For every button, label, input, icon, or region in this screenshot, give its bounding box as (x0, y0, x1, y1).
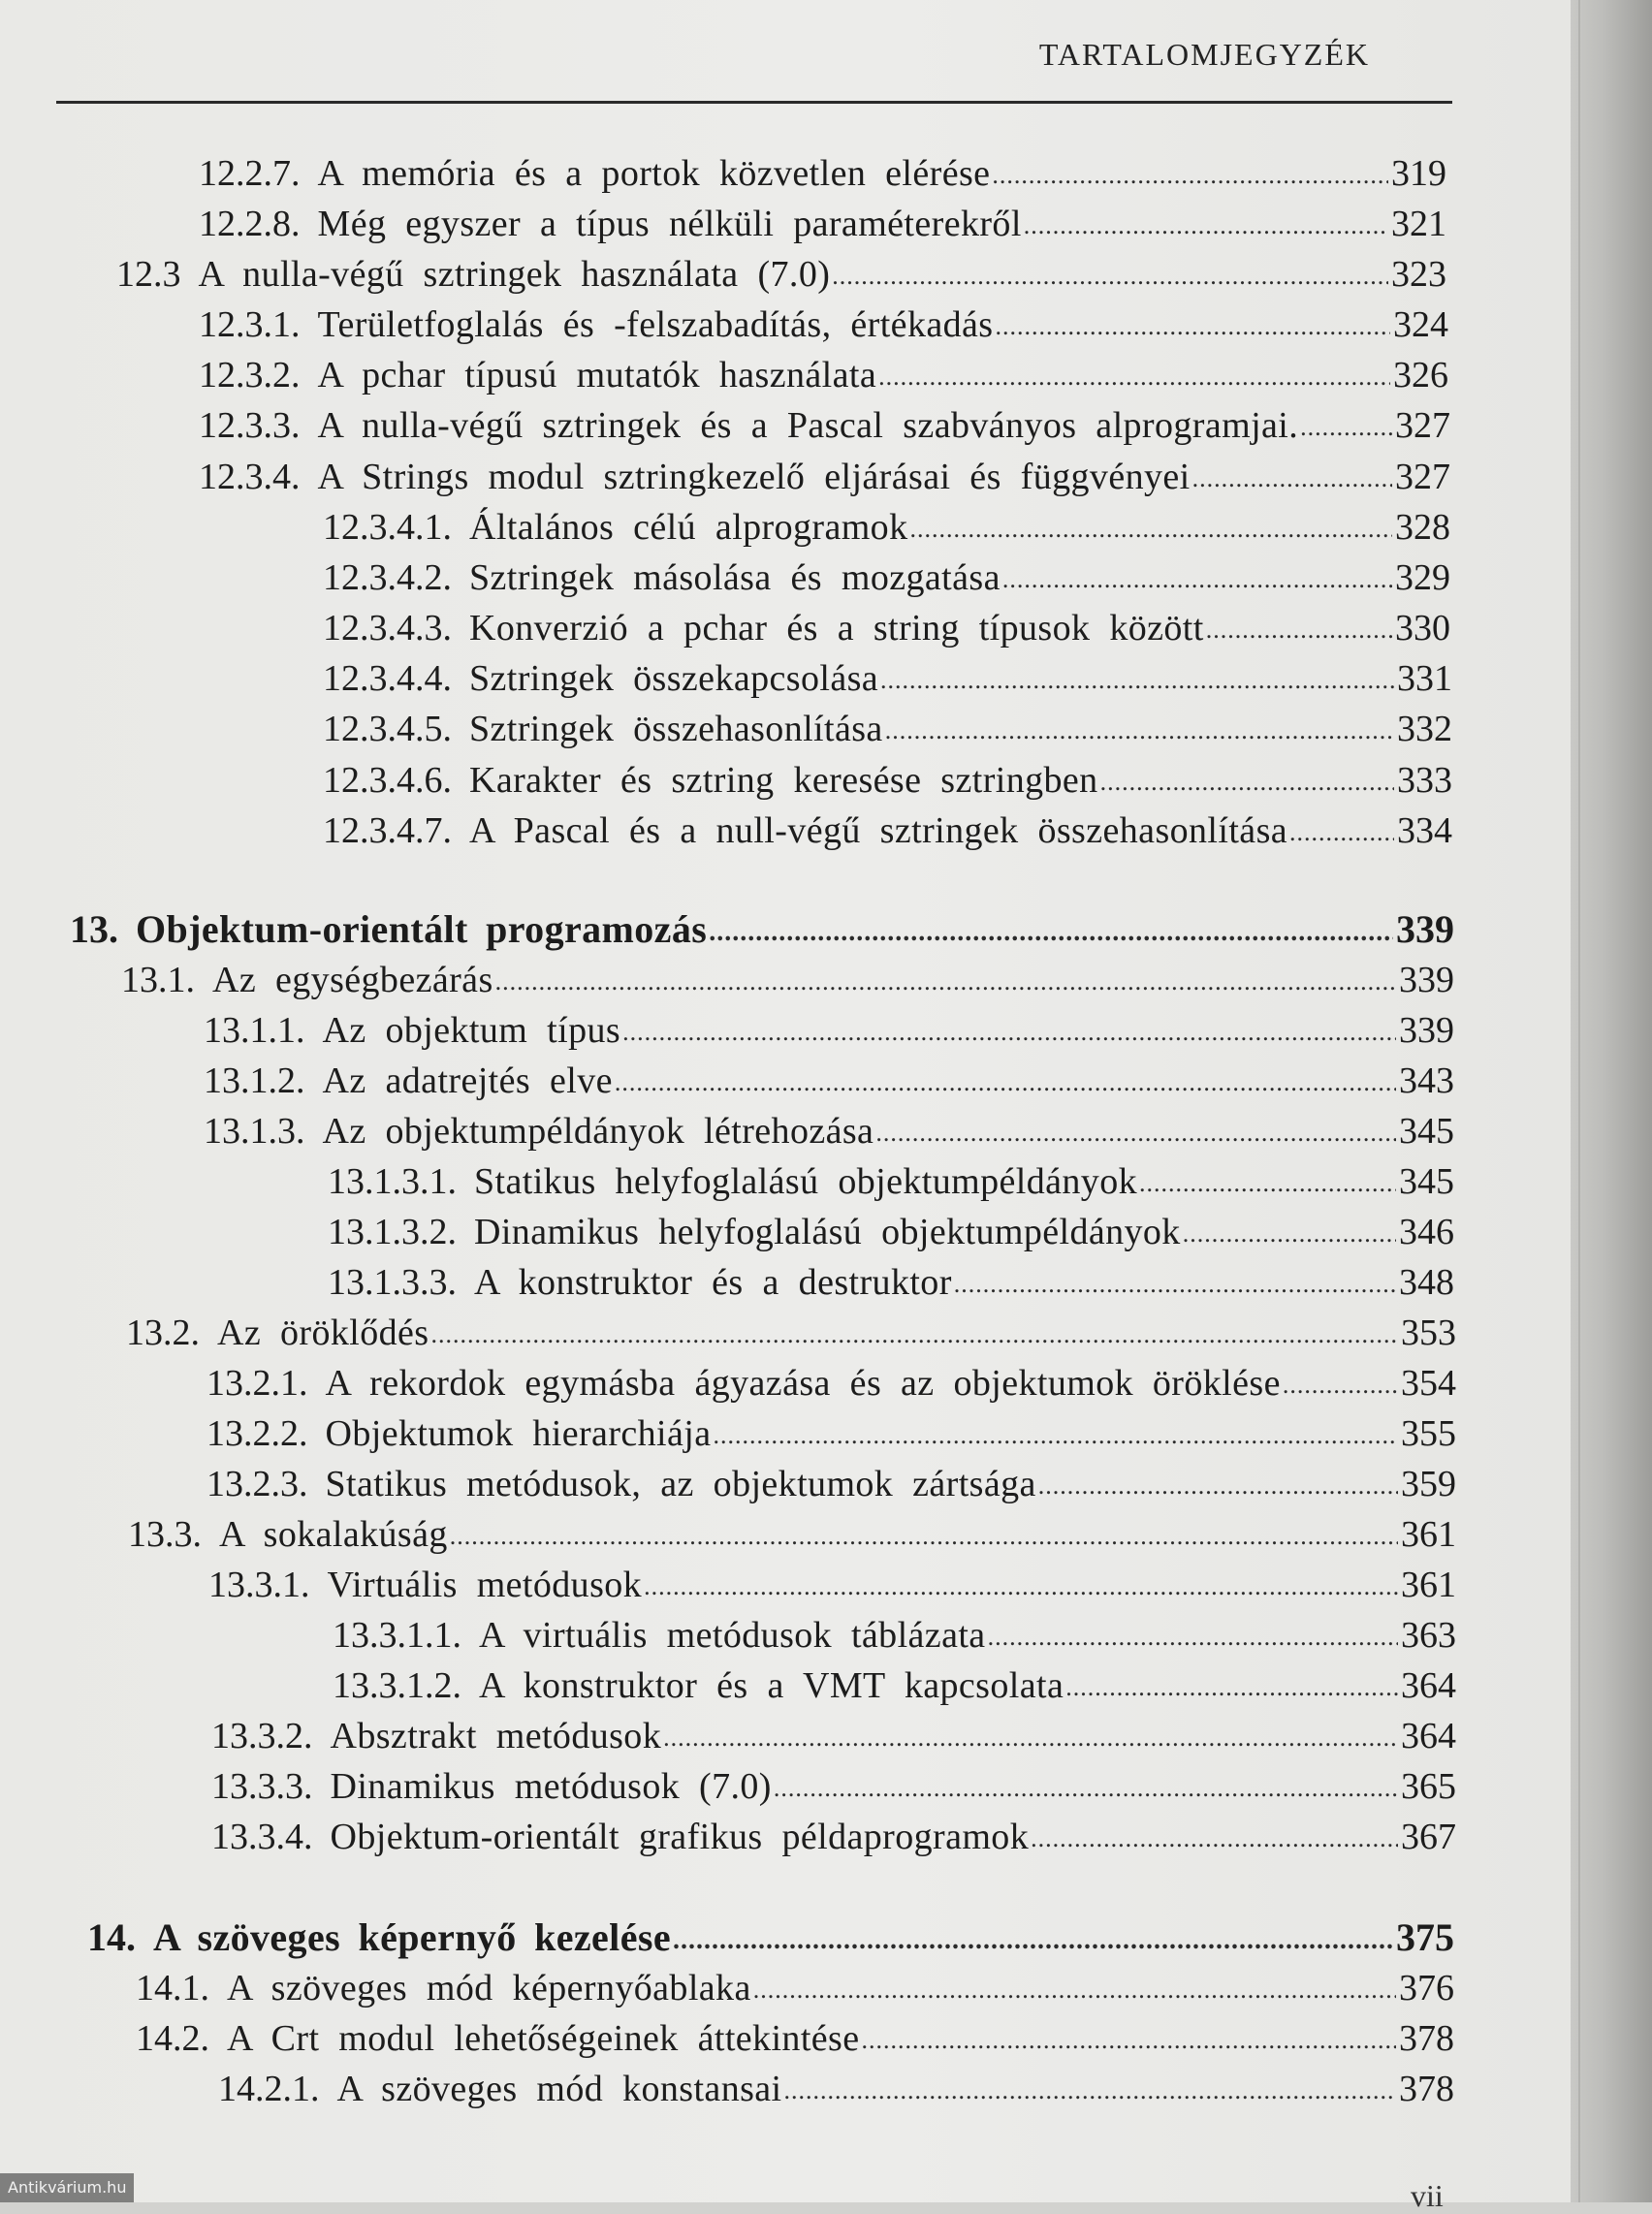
dot-leader (885, 708, 1394, 754)
chapter-page: 375 (1396, 1915, 1454, 1959)
entry-page: 353 (1401, 1313, 1456, 1353)
dot-leader (878, 354, 1390, 400)
dot-leader (862, 2017, 1397, 2064)
watermark: Antikvárium.hu (0, 2173, 134, 2202)
dot-leader (954, 1261, 1396, 1308)
entry-title: Az objektumpéldányok létrehozása (322, 1111, 874, 1152)
entry-title: Területfoglalás és -felszabadítás, értékadás (317, 304, 994, 345)
dot-leader (992, 152, 1388, 199)
entry-number: 13.1.3.3. (328, 1262, 457, 1303)
dot-leader (784, 2068, 1396, 2114)
page-number: vii (1411, 2178, 1444, 2213)
entry-number: 14.2. (136, 2018, 209, 2059)
entry-number: 12.2.8. (199, 204, 301, 244)
entry-page: 331 (1397, 658, 1452, 699)
entry-page: 334 (1397, 810, 1452, 851)
chapter-title: Objektum-orientált programozás (136, 907, 708, 951)
entry-number: 13.3.1.1. (333, 1615, 461, 1656)
entry-number: 13.1.3.1. (328, 1161, 457, 1202)
entry-page: 378 (1399, 2069, 1454, 2109)
dot-leader (615, 1060, 1396, 1106)
dot-leader (909, 506, 1392, 553)
entry-page: 328 (1395, 507, 1450, 548)
entry-page: 346 (1399, 1212, 1454, 1252)
entry-title: A memória és a portok közvetlen elérése (317, 153, 991, 194)
entry-title: Az öröklődés (217, 1313, 429, 1353)
toc-entry (211, 1814, 1456, 1860)
dot-leader (1031, 1816, 1398, 1862)
dot-leader (714, 1412, 1399, 1459)
entry-number: 13.2.2. (206, 1413, 308, 1454)
dot-leader (663, 1715, 1398, 1761)
dot-leader (1100, 759, 1394, 806)
toc-entry (121, 957, 1454, 1003)
toc-entry (333, 1612, 1456, 1659)
entry-number: 12.3.4.3. (323, 608, 452, 648)
dot-leader (430, 1312, 1398, 1358)
dot-leader (875, 1110, 1396, 1156)
toc-entry (323, 554, 1450, 601)
dot-leader (1002, 556, 1392, 603)
entry-page: 365 (1401, 1766, 1456, 1807)
dot-leader (988, 1614, 1398, 1660)
dot-leader (774, 1765, 1398, 1812)
entry-title: A konstruktor és a VMT kapcsolata (479, 1665, 1064, 1706)
entry-page: 321 (1391, 204, 1446, 244)
entry-page: 355 (1401, 1413, 1456, 1454)
toc-entry (199, 201, 1446, 247)
entry-number: 12.3.4. (199, 457, 301, 497)
entry-page: 359 (1401, 1464, 1456, 1504)
entry-page: 323 (1391, 254, 1446, 295)
toc-entry (199, 352, 1448, 398)
entry-number: 12.3.4.1. (323, 507, 452, 548)
toc-entry (333, 1662, 1456, 1709)
dot-leader (1024, 203, 1388, 249)
entry-number: 13.3.4. (211, 1817, 313, 1857)
entry-page: 329 (1395, 557, 1450, 598)
toc-chapter-entry (70, 906, 1454, 953)
entry-title: A pchar típusú mutatók használata (317, 355, 877, 395)
entry-number: 12.3.4.4. (323, 658, 452, 699)
entry-title: A nulla-végű sztringek használata (7.0) (198, 254, 831, 295)
toc-entry (328, 1209, 1454, 1255)
toc-entry (136, 2015, 1454, 2062)
dot-leader (832, 253, 1388, 300)
entry-title: Sztringek másolása és mozgatása (469, 557, 1001, 598)
entry-title: Az adatrejtés elve (322, 1060, 613, 1101)
entry-number: 13.3.1. (208, 1565, 310, 1605)
toc-entry (323, 807, 1452, 854)
entry-number: 14.2.1. (218, 2069, 320, 2109)
entry-page: 326 (1393, 355, 1448, 395)
toc-entry (323, 655, 1452, 702)
toc-entry (328, 1158, 1454, 1205)
entry-title: Az objektum típus (322, 1010, 621, 1051)
entry-page: 361 (1401, 1565, 1456, 1605)
dot-leader (1300, 404, 1392, 451)
toc-entry (211, 1763, 1456, 1810)
entry-title: A sokalakúság (219, 1514, 448, 1555)
entry-title: Karakter és sztring keresése sztringben (469, 760, 1098, 801)
entry-page: 364 (1401, 1665, 1456, 1706)
entry-number: 13.2.1. (206, 1363, 308, 1404)
entry-number: 13.3.2. (211, 1716, 313, 1756)
toc-entry (136, 1965, 1454, 2011)
entry-title: A Crt modul lehetőségeinek áttekintése (227, 2018, 860, 2059)
entry-page: 345 (1399, 1111, 1454, 1152)
entry-title: Objektumok hierarchiája (325, 1413, 712, 1454)
entry-number: 13.3. (128, 1514, 202, 1555)
entry-title: A szöveges mód konstansai (336, 2069, 782, 2109)
entry-title: Absztrakt metódusok (330, 1716, 662, 1756)
entry-number: 13.1.3. (204, 1111, 305, 1152)
entry-page: 364 (1401, 1716, 1456, 1756)
entry-page: 330 (1395, 608, 1450, 648)
entry-title: Az egységbezárás (212, 960, 493, 1000)
entry-number: 12.3.1. (199, 304, 301, 345)
entry-title: Még egyszer a típus nélküli paraméterekről (317, 204, 1022, 244)
entry-page: 324 (1393, 304, 1448, 345)
entry-number: 12.3.4.2. (323, 557, 452, 598)
entry-number: 13.2.3. (206, 1464, 308, 1504)
entry-number: 12.3 (116, 254, 181, 295)
entry-title: A szöveges mód képernyőablaka (227, 1968, 751, 2008)
entry-number: 13.1.3.2. (328, 1212, 457, 1252)
entry-number: 13.1.1. (204, 1010, 305, 1051)
entry-title: Statikus helyfoglalású objektumpéldányok (474, 1161, 1138, 1202)
toc-entry (204, 1108, 1454, 1154)
entry-title: A virtuális metódusok táblázata (479, 1615, 986, 1656)
entry-title: Objektum-orientált grafikus példaprogramok (330, 1817, 1030, 1857)
dot-leader (1183, 1211, 1396, 1257)
dot-leader (995, 303, 1390, 350)
chapter-number: 14. (87, 1915, 136, 1959)
entry-title: A nulla-végű sztringek és a Pascal szabványos alprogramjai. (317, 405, 1299, 446)
entry-number: 13.1. (121, 960, 195, 1000)
toc-entry (218, 2066, 1454, 2112)
entry-title: Virtuális metódusok (327, 1565, 643, 1605)
entry-number: 12.3.3. (199, 405, 301, 446)
entry-title: Sztringek összehasonlítása (469, 709, 883, 749)
dot-leader (753, 1967, 1396, 2013)
entry-page: 339 (1399, 1010, 1454, 1051)
toc-entry (126, 1310, 1456, 1356)
dot-leader (450, 1513, 1398, 1560)
running-header: TARTALOMJEGYZÉK (1038, 37, 1370, 72)
entry-title: A Strings modul sztringkezelő eljárásai és függvényei (317, 457, 1191, 497)
toc-entry (199, 150, 1446, 197)
entry-title: Dinamikus helyfoglalású objektumpéldányok (474, 1212, 1181, 1252)
toc-entry (323, 757, 1452, 804)
toc-entry (206, 1360, 1456, 1407)
entry-page: 376 (1399, 1968, 1454, 2008)
dot-leader (1206, 607, 1392, 653)
entry-number: 12.2.7. (199, 153, 301, 194)
entry-number: 13.1.2. (204, 1060, 305, 1101)
entry-title: Konverzió a pchar és a string típusok között (469, 608, 1204, 648)
dot-leader (880, 657, 1394, 704)
toc-entry (323, 504, 1450, 551)
chapter-number: 13. (70, 907, 118, 951)
dot-leader (1065, 1664, 1398, 1711)
entry-title: A rekordok egymásba ágyazása és az objektumok öröklése (325, 1363, 1281, 1404)
toc-entry (199, 402, 1450, 449)
entry-number: 12.3.2. (199, 355, 301, 395)
toc-entry (204, 1007, 1454, 1054)
entry-title: A Pascal és a null-végű sztringek összehasonlítása (469, 810, 1288, 851)
toc-entry (128, 1511, 1456, 1558)
entry-title: Statikus metódusok, az objektumok zártsága (325, 1464, 1036, 1504)
dot-leader (1139, 1160, 1396, 1207)
dot-leader (1192, 456, 1392, 502)
entry-number: 14.1. (136, 1968, 209, 2008)
entry-number: 12.3.4.7. (323, 810, 452, 851)
entry-title: A konstruktor és a destruktor (474, 1262, 952, 1303)
dot-leader (495, 959, 1396, 1005)
chapter-title: A szöveges képernyő kezelése (153, 1915, 671, 1959)
entry-title: Sztringek összekapcsolása (469, 658, 879, 699)
toc-entry (323, 605, 1450, 651)
entry-number: 13.2. (126, 1313, 200, 1353)
entry-title: Általános célú alprogramok (469, 507, 908, 548)
entry-number: 12.3.4.5. (323, 709, 452, 749)
toc-entry (206, 1410, 1456, 1457)
entry-page: 348 (1399, 1262, 1454, 1303)
entry-page: 327 (1395, 457, 1450, 497)
entry-page: 332 (1397, 709, 1452, 749)
entry-page: 345 (1399, 1161, 1454, 1202)
toc-entry (206, 1461, 1456, 1507)
toc-entry (199, 454, 1450, 500)
entry-page: 339 (1399, 960, 1454, 1000)
dot-leader (622, 1009, 1396, 1056)
dot-leader (1289, 809, 1394, 856)
toc-entry (211, 1713, 1456, 1759)
entry-number: 13.3.3. (211, 1766, 313, 1807)
entry-page: 361 (1401, 1514, 1456, 1555)
chapter-page: 339 (1396, 907, 1454, 951)
header-rule (56, 101, 1452, 104)
entry-title: Dinamikus metódusok (7.0) (330, 1766, 772, 1807)
toc-entry (199, 301, 1448, 348)
entry-page: 327 (1395, 405, 1450, 446)
entry-page: 319 (1391, 153, 1446, 194)
toc-entry (204, 1058, 1454, 1104)
entry-page: 343 (1399, 1060, 1454, 1101)
dot-leader (1038, 1463, 1398, 1509)
dot-leader (644, 1564, 1398, 1610)
toc-entry (116, 251, 1446, 298)
toc-entry (328, 1259, 1454, 1306)
dot-leader (1283, 1362, 1398, 1408)
dot-leader (673, 1917, 1393, 1964)
entry-page: 354 (1401, 1363, 1456, 1404)
entry-page: 378 (1399, 2018, 1454, 2059)
toc-chapter-entry (87, 1914, 1454, 1961)
toc-entry (323, 706, 1452, 752)
entry-page: 367 (1401, 1817, 1456, 1857)
entry-number: 13.3.1.2. (333, 1665, 461, 1706)
toc-entry (208, 1562, 1456, 1608)
entry-number: 12.3.4.6. (323, 760, 452, 801)
entry-page: 363 (1401, 1615, 1456, 1656)
entry-page: 333 (1397, 760, 1452, 801)
page-stack-edge (1571, 0, 1652, 2202)
dot-leader (709, 909, 1393, 956)
